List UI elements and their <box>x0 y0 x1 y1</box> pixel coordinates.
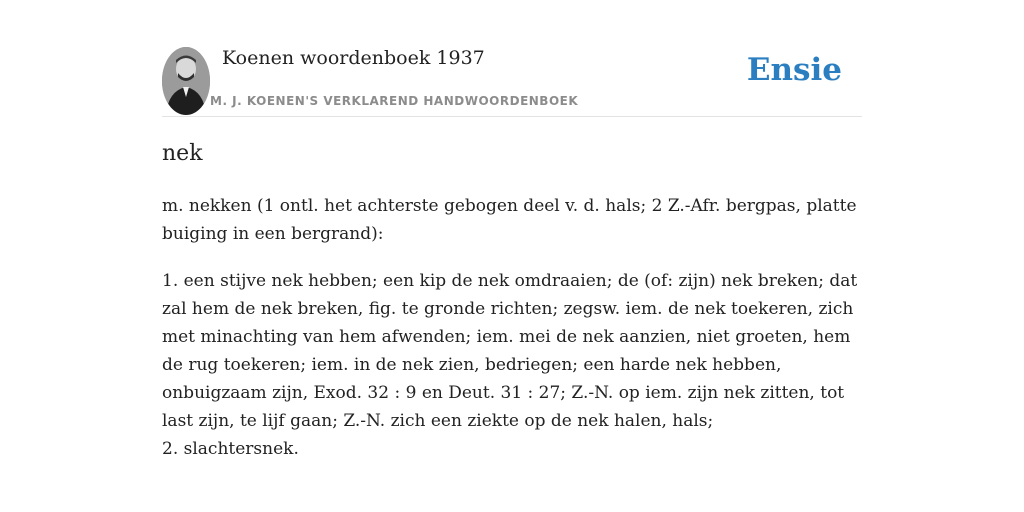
brand-logo-link[interactable]: Ensie <box>746 52 842 88</box>
sense-item: 2. slachtersnek. <box>162 439 299 459</box>
definition-intro: m. nekken (1 ontl. het achterste gebogen deel v. d. hals; 2 Z.-Afr. bergpas, platte buiging in een bergrand): <box>162 196 857 244</box>
dictionary-title[interactable]: Koenen woordenboek 1937 <box>222 47 485 69</box>
author-portrait-icon <box>162 47 210 115</box>
sense-item: 1. een stijve nek hebben; een kip de nek omdraaien; de (of: zijn) nek breken; dat zal hem de nek breken, fig. te gronde richten; zegsw. iem. de nek toekeren, zich met minachting van hem afwenden; iem. mei de nek aanzien, niet groeten, hem de rug toekeren; iem. in de nek zien, bedriegen; een harde nek hebben, onbuigzaam zijn, Exod. 32 : 9 en Deut. 31 : 27; Z.-N. op iem. zijn nek zitten, tot last zijn, te lijf gaan; Z.-N. zich een ziekte op de nek halen, hals; <box>162 271 858 431</box>
dictionary-subtitle: M. J. KOENEN'S VERKLAREND HANDWOORDENBOEK <box>210 94 579 108</box>
dictionary-header <box>162 46 862 117</box>
definition-senses <box>162 267 862 463</box>
headword: nek <box>162 141 203 166</box>
